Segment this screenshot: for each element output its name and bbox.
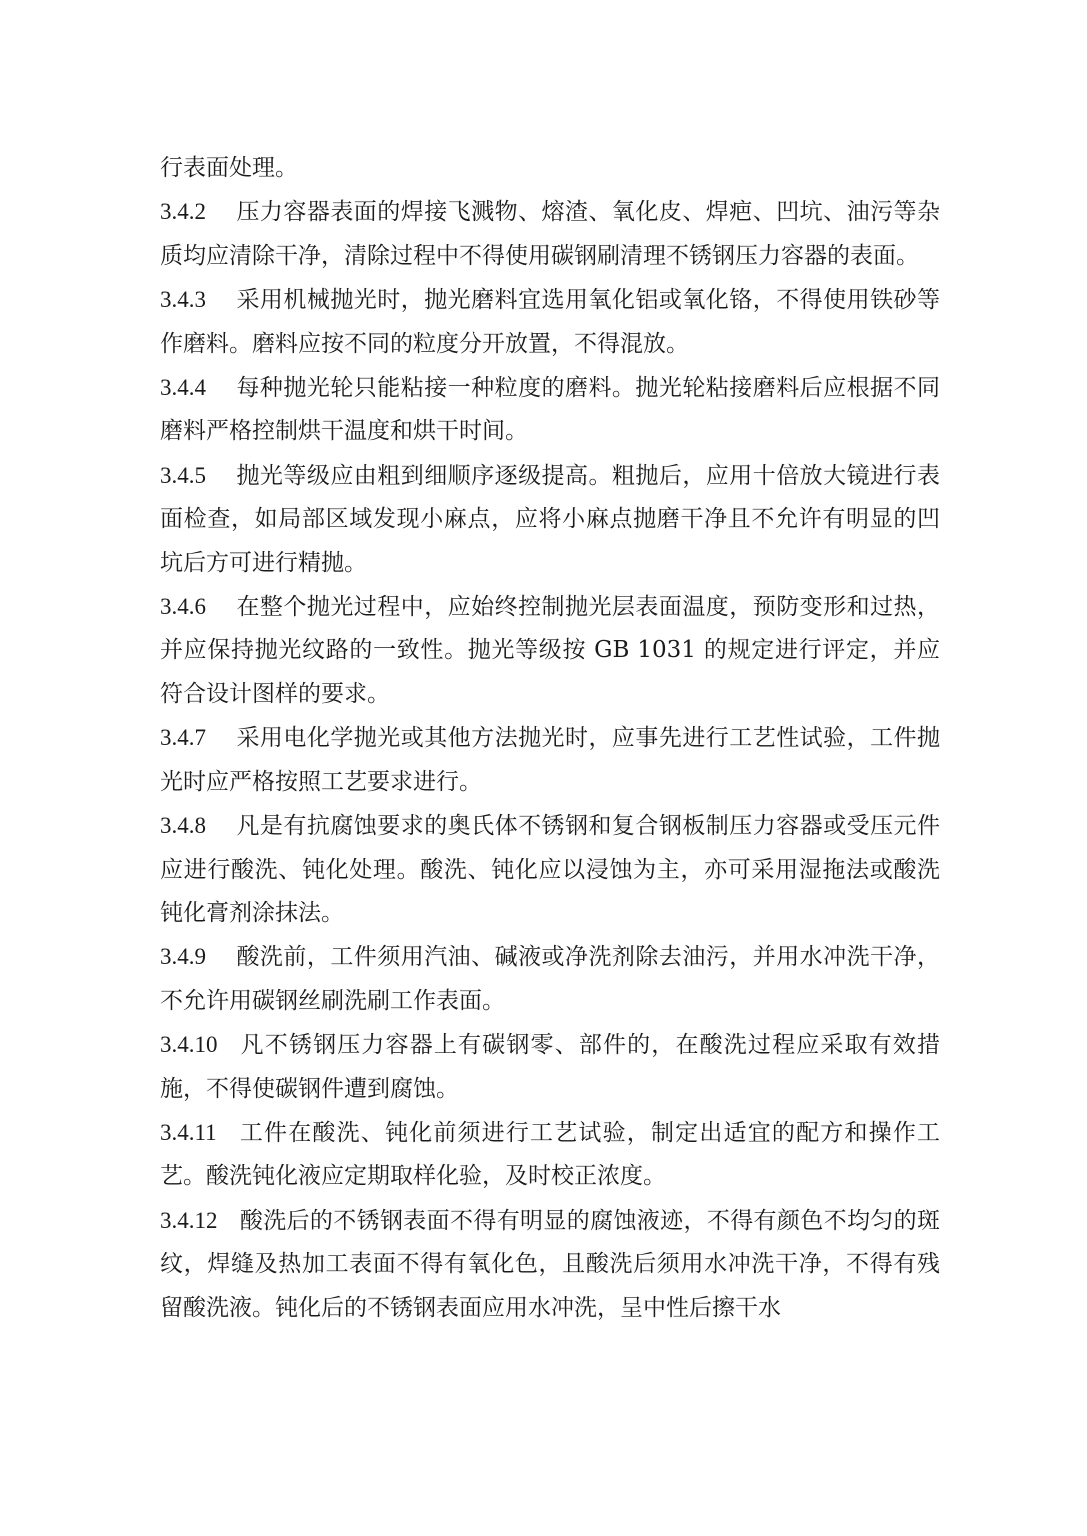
clause-3-4-11 (160, 1111, 940, 1199)
clause-text: 压力容器表面的焊接飞溅物、熔渣、氧化皮、焊疤、凹坑、油污等杂质均应清除干净，清除过程中不得使用碳钢刷清理不锈钢压力容器的表面。 (160, 199, 940, 269)
clause-number: 3.4.7 (160, 725, 206, 751)
clause-3-4-3 (160, 278, 940, 366)
clause-3-4-12 (160, 1199, 940, 1330)
clause-3-4-10 (160, 1023, 940, 1111)
paragraph-text: 行表面处理。 (160, 155, 298, 181)
document-body (160, 147, 940, 1330)
clause-number: 3.4.8 (160, 813, 206, 839)
clause-text: 酸洗前，工件须用汽油、碱液或净洗剂除去油污，并用水冲洗干净，不允许用碳钢丝刷洗刷工作表面。 (160, 944, 940, 1014)
clause-number: 3.4.4 (160, 375, 206, 401)
clause-number: 3.4.11 (160, 1119, 217, 1145)
clause-3-4-2 (160, 190, 940, 278)
clause-text: 凡不锈钢压力容器上有碳钢零、部件的，在酸洗过程应采取有效措施，不得使碳钢件遭到腐蚀。 (160, 1032, 940, 1102)
clause-text: 每种抛光轮只能粘接一种粒度的磨料。抛光轮粘接磨料后应根据不同磨料严格控制烘干温度和烘干时间。 (160, 375, 940, 445)
clause-text: 酸洗后的不锈钢表面不得有明显的腐蚀液迹，不得有颜色不均匀的斑纹，焊缝及热加工表面不得有氧化色，且酸洗后须用水冲洗干净，不得有残留酸洗液。钝化后的不锈钢表面应用水冲洗，呈中性后擦干水 (160, 1207, 940, 1321)
clause-number: 3.4.6 (160, 594, 206, 620)
clause-3-4-4 (160, 366, 940, 454)
clause-number: 3.4.9 (160, 944, 206, 970)
clause-3-4-9 (160, 935, 940, 1023)
clause-number: 3.4.10 (160, 1032, 218, 1058)
clause-3-4-8 (160, 804, 940, 935)
clause-text: 采用电化学抛光或其他方法抛光时，应事先进行工艺性试验，工件抛光时应严格按照工艺要求进行。 (160, 725, 940, 795)
clause-3-4-5 (160, 454, 940, 585)
clause-text: 在整个抛光过程中，应始终控制抛光层表面温度，预防变形和过热，并应保持抛光纹路的一致性。抛光等级按 GB 1031 的规定进行评定，并应符合设计图样的要求。 (160, 594, 940, 707)
clause-text: 抛光等级应由粗到细顺序逐级提高。粗抛后，应用十倍放大镜进行表面检查，如局部区域发现小麻点，应将小麻点抛磨干净且不允许有明显的凹坑后方可进行精抛。 (160, 462, 940, 576)
clause-text: 凡是有抗腐蚀要求的奥氏体不锈钢和复合钢板制压力容器或受压元件应进行酸洗、钝化处理。酸洗、钝化应以浸蚀为主，亦可采用湿拖法或酸洗钝化膏剂涂抹法。 (160, 813, 940, 926)
clause-number: 3.4.2 (160, 199, 206, 225)
clause-3-4-7 (160, 716, 940, 804)
clause-text: 采用机械抛光时，抛光磨料宜选用氧化铝或氧化铬，不得使用铁砂等作磨料。磨料应按不同的粒度分开放置，不得混放。 (160, 287, 940, 357)
clause-3-4-6 (160, 585, 940, 716)
paragraph-continuation (160, 147, 940, 190)
clause-number: 3.4.5 (160, 462, 206, 488)
clause-text: 工件在酸洗、钝化前须进行工艺试验，制定出适宜的配方和操作工艺。酸洗钝化液应定期取样化验，及时校正浓度。 (160, 1119, 940, 1190)
clause-number: 3.4.12 (160, 1207, 218, 1233)
clause-number: 3.4.3 (160, 287, 206, 313)
